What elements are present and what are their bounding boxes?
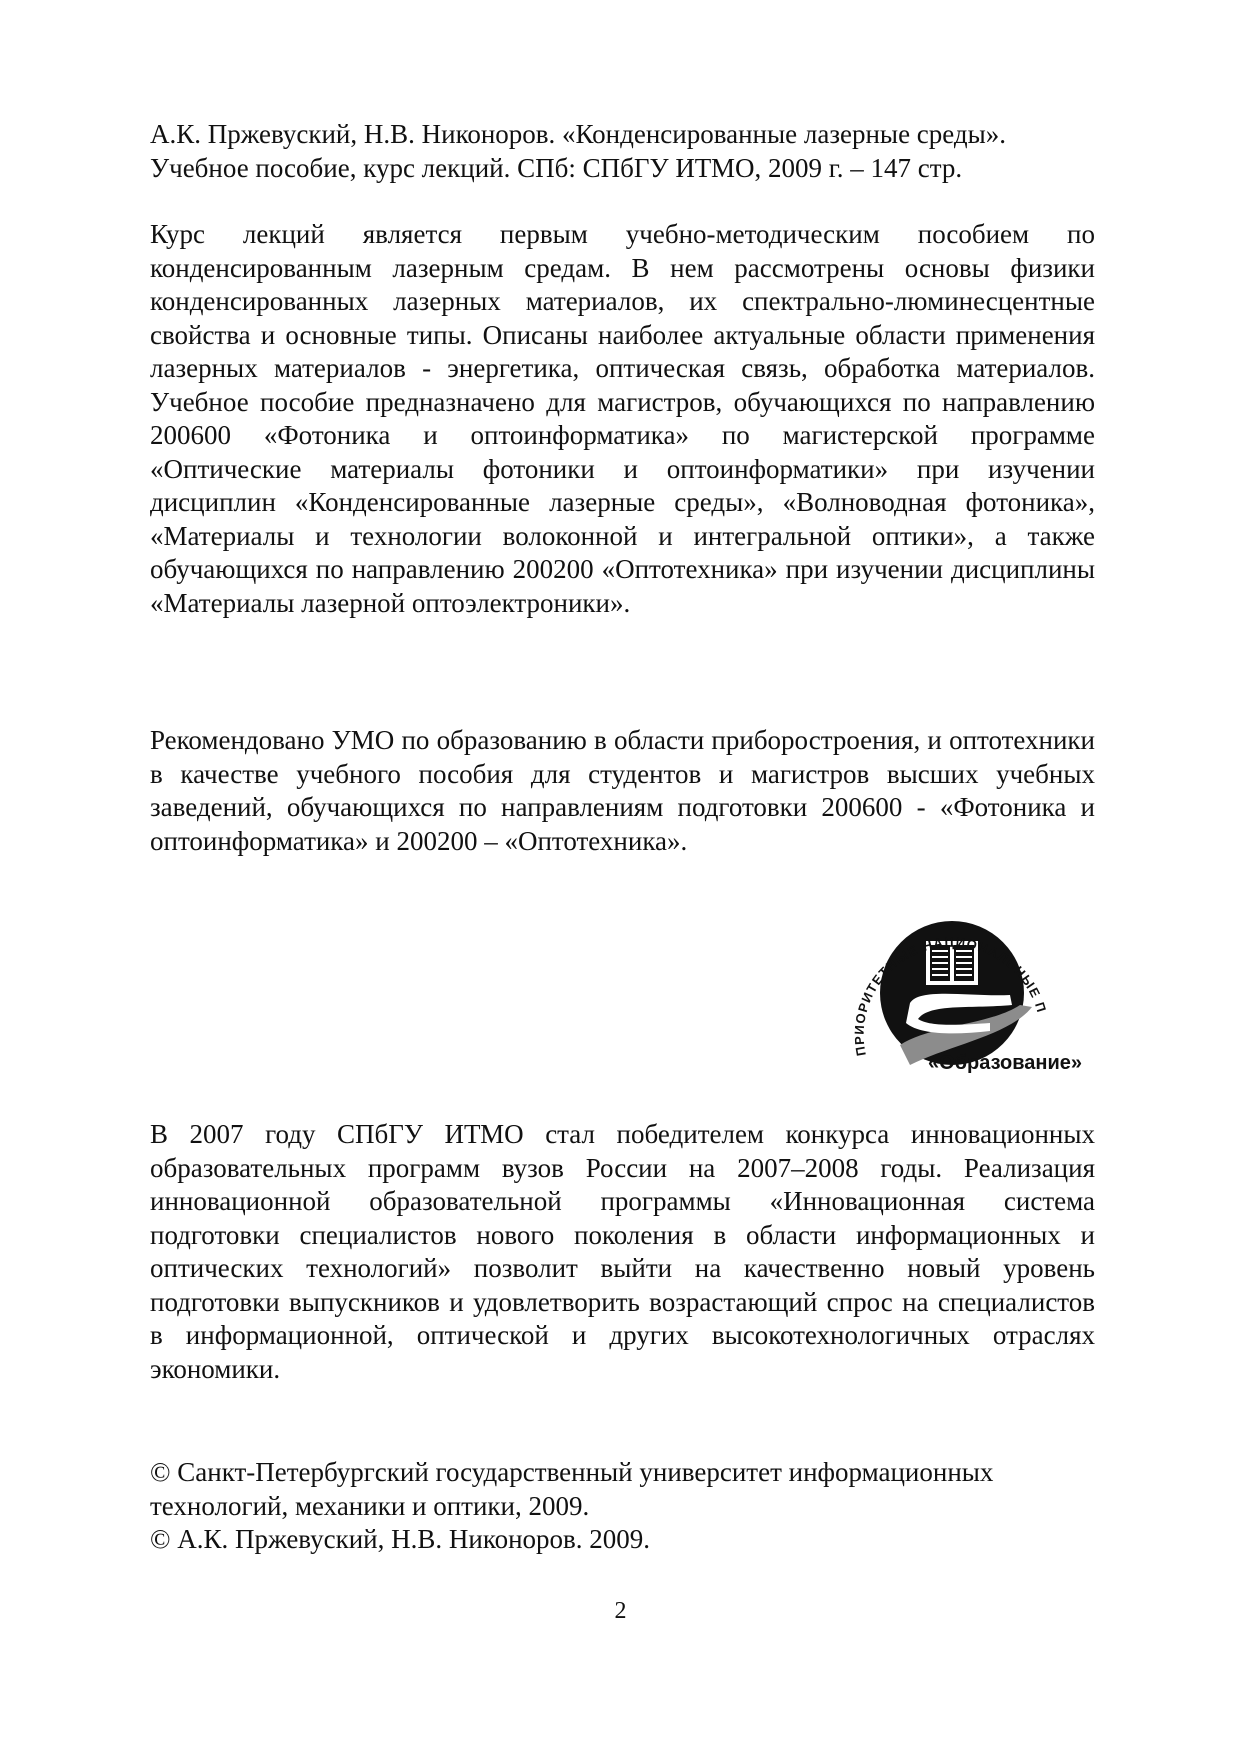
copyright-authors: © А.К. Пржевуский, Н.В. Никоноров. 2009. [150,1524,651,1554]
copyright-university-line-2: технологий, механики и оптики, 2009. [150,1490,590,1521]
education-logo-icon [840,895,1120,1095]
logo-arc-text: ПРИОРИТЕТНЫЕ НАЦИОНАЛЬНЫЕ П [851,934,1050,1058]
copyright-block [150,1456,1095,1557]
bibliographic-reference: А.К. Пржевуский, Н.В. Никоноров. «Конденсированные лазерные среды». Учебное пособие, курс лекций. СПб: СПбГУ ИТМО, 2009 г. – 147 стр. [150,119,1007,183]
logo-caption: «Образование» [928,1052,1083,1074]
innovation-paragraph: В 2007 году СПбГУ ИТМО стал победителем конкурса инновационных образовательных программ вузов России на 2007–2008 годы. Реализация инновационной образовательной программы «Инновационная система подготовки специалистов нового поколения в области информационных и оптических технологий» позволит выйти на качественно новый уровень подготовки выпускников и удовлетворить возрастающий спрос на специалистов в информационной, оптической и других высокотехнологичных отраслях экономики. [150,1119,1095,1384]
national-projects-education-logo [840,895,1120,1095]
copyright-university-line-1: © Санкт-Петербургский государственный университет информационных [150,1457,994,1487]
page-number: 2 [614,1598,627,1624]
annotation-paragraph: Курс лекций является первым учебно-методическим пособием по конденсированным лазерным средам. В нем рассмотрены основы физики конденсированных лазерных материалов, их спектрально-люминесцентные свойства и основные типы. Описаны наиболее актуальные области применения лазерных материалов - энергетика, оптическая связь, обработка материалов. Учебное пособие предназначено для магистров, обучающихся по направлению 200600 «Фотоника и оптоинформатика» по магистерской программе «Оптические материалы фотоники и оптоинформатики» при изучении дисциплин «Конденсированные лазерные среды», «Волноводная фотоника», «Материалы и технологии волоконной и интегральной оптики», а также обучающихся по направлению 200200 «Оптотехника» при изучении дисциплины «Материалы лазерной оптоэлектроники». [150,219,1095,618]
recommendation-paragraph: Рекомендовано УМО по образованию в области приборостроения, и оптотехники в качестве учебного пособия для студентов и магистров высших учебных заведений, обучающихся по направлениям подготовки 200600 - «Фотоника и оптоинформатика» и 200200 – «Оптотехника». [150,725,1095,856]
